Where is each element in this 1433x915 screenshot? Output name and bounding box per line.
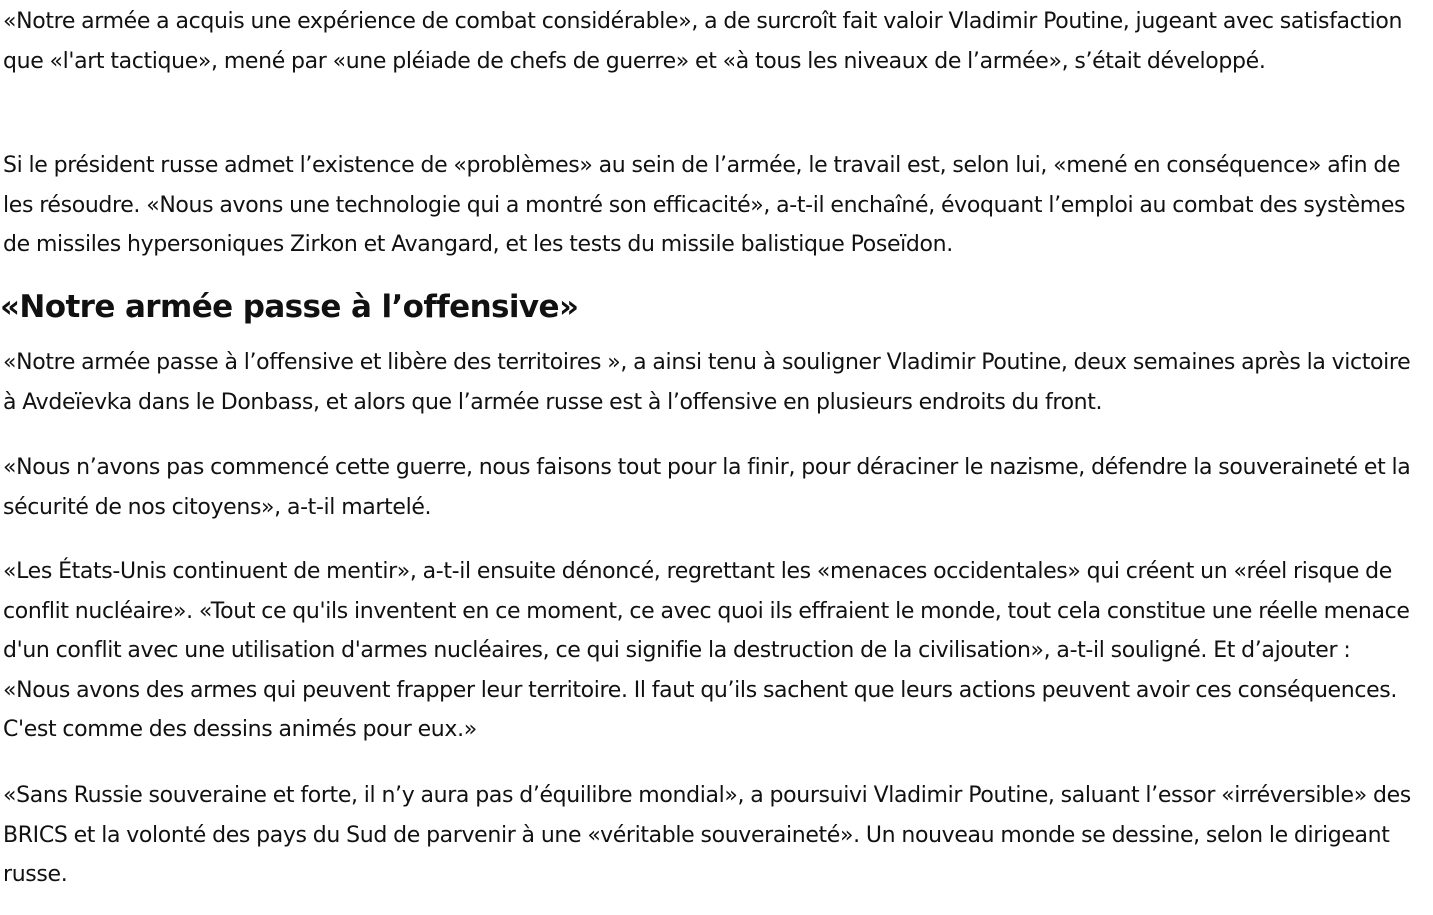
- article-paragraph-4: «Nous n’avons pas commencé cette guerre, nous faisons tout pour la finir, pour déraciner le nazisme, défendre la souveraineté et la sécurité de nos citoyens», a-t-il martelé.: [3, 455, 1411, 520]
- article-paragraph-3: «Notre armée passe à l’offensive et libère des territoires », a ainsi tenu à souligner Vladimir Poutine, deux semaines après la victoire à Avdeïevka dans le Donbass, et alors que l’armée russe est à l’offensive en plusieurs endroits du front.: [3, 350, 1411, 415]
- section-heading: «Notre armée passe à l’offensive»: [0, 289, 579, 325]
- article-paragraph-1: «Notre armée a acquis une expérience de combat considérable», a de surcroît fait valoir Vladimir Poutine, jugeant avec satisfaction que «l'art tactique», mené par «une pléiade de chefs de guerre» et «à tous les niveaux de l’armée», s’était développé.: [3, 9, 1403, 74]
- article-paragraph-5: «Les États-Unis continuent de mentir», a-t-il ensuite dénoncé, regrettant les «menaces occidentales» qui créent un «réel risque de conflit nucléaire». «Tout ce qu'ils inventent en ce moment, ce avec quoi ils effraient le monde, tout cela constitue une réelle menace d'un conflit avec une utilisation d'armes nucléaires, ce qui signifie la destruction de la civilisation», a-t-il souligné. Et d’ajouter : «Nous avons des armes qui peuvent frapper leur territoire. Il faut qu’ils sachent que leurs actions peuvent avoir ces conséquences. C'est comme des dessins animés pour eux.»: [3, 559, 1410, 743]
- article-paragraph-6: «Sans Russie souveraine et forte, il n’y aura pas d’équilibre mondial», a poursuivi Vladimir Poutine, saluant l’essor «irréversible» des BRICS et la volonté des pays du Sud de parvenir à une «véritable souveraineté». Un nouveau monde se dessine, selon le dirigeant russe.: [3, 783, 1411, 888]
- article-paragraph-2: Si le président russe admet l’existence de «problèmes» au sein de l’armée, le travail est, selon lui, «mené en conséquence» afin de les résoudre. «Nous avons une technologie qui a montré son efficacité», a-t-il enchaîné, évoquant l’emploi au combat des systèmes de missiles hypersoniques Zirkon et Avangard, et les tests du missile balistique Poseïdon.: [3, 153, 1406, 258]
